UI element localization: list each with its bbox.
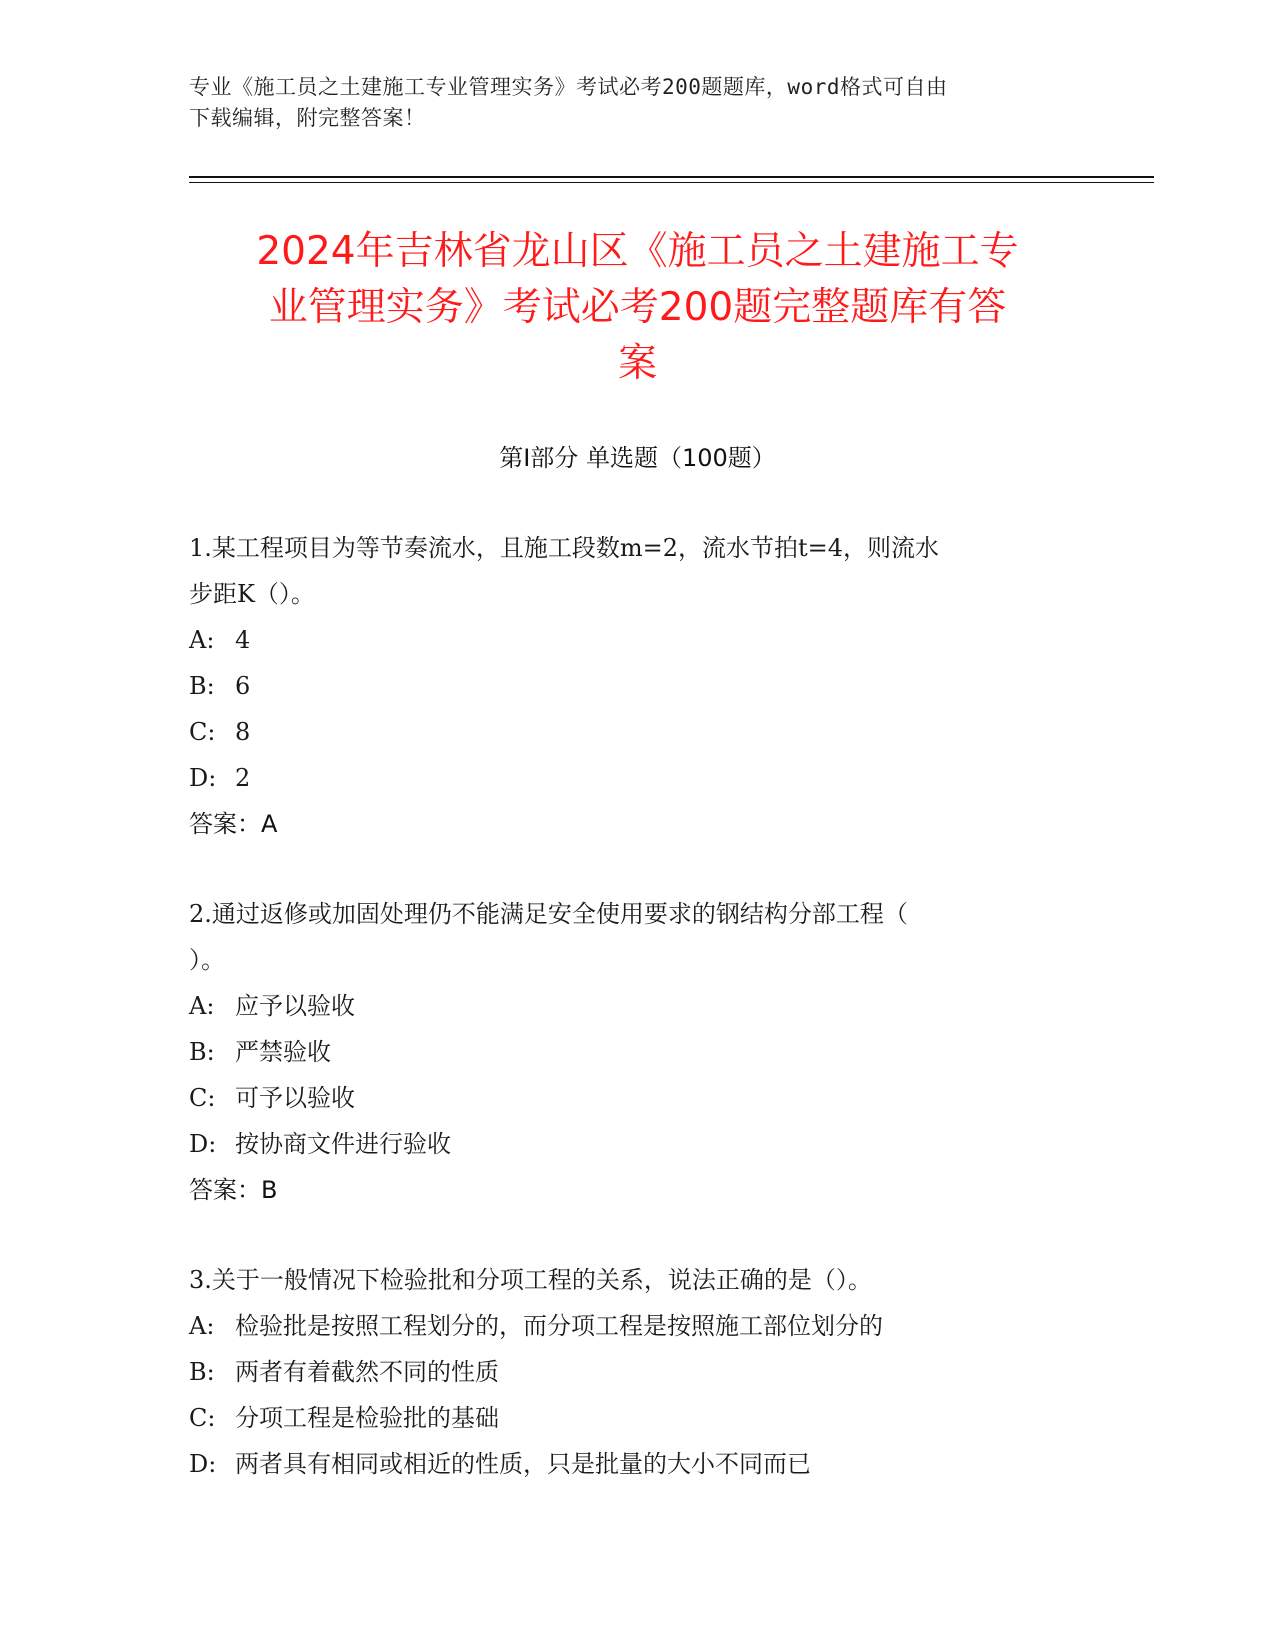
header-note-line: 专业《施工员之土建施工专业管理实务》考试必考200题题库，word格式可自由	[189, 75, 948, 99]
option-text: 检验批是按照工程划分的，而分项工程是按照施工部位划分的	[235, 1312, 883, 1340]
option-label: C:	[189, 718, 216, 746]
option-label: A:	[189, 626, 215, 654]
question-option	[189, 983, 1069, 1029]
header-divider-thick	[189, 176, 1154, 178]
section-heading: 第Ⅰ部分 单选题（100题）	[499, 444, 776, 472]
option-text: 可予以验收	[235, 1084, 355, 1112]
header-divider-thin	[189, 182, 1154, 183]
option-label: C:	[189, 1084, 216, 1112]
question-option	[189, 1121, 1069, 1167]
header-note-line: 下载编辑，附完整答案！	[189, 106, 426, 130]
option-text: 4	[235, 626, 251, 654]
question-answer: 答案：A	[189, 810, 278, 838]
option-text: 应予以验收	[235, 992, 355, 1020]
question-item	[189, 891, 1069, 1213]
question-option	[189, 663, 1069, 709]
question-option	[189, 1075, 1069, 1121]
option-text: 2	[235, 764, 251, 792]
option-label: D:	[189, 1130, 217, 1158]
option-text: 按协商文件进行验收	[235, 1130, 451, 1158]
question-answer: 答案：B	[189, 1176, 278, 1204]
question-option	[189, 1395, 1069, 1441]
option-label: B:	[189, 1038, 215, 1066]
option-text: 严禁验收	[235, 1038, 331, 1066]
question-list	[189, 525, 1069, 1487]
question-item	[189, 1257, 1069, 1487]
option-label: A:	[189, 992, 215, 1020]
title-line: 2024年吉林省龙山区《施工员之土建施工专	[256, 229, 1019, 274]
option-text: 分项工程是检验批的基础	[235, 1404, 499, 1432]
question-option	[189, 1441, 1069, 1487]
header-note	[189, 72, 1089, 134]
question-stem: ）。	[189, 946, 225, 974]
question-option	[189, 1029, 1069, 1075]
question-option	[189, 755, 1069, 801]
question-stem: 3.关于一般情况下检验批和分项工程的关系，说法正确的是（）。	[189, 1266, 872, 1294]
question-option	[189, 1349, 1069, 1395]
option-text: 两者具有相同或相近的性质，只是批量的大小不同而已	[235, 1450, 811, 1478]
question-item	[189, 525, 1069, 847]
question-stem: 2.通过返修或加固处理仍不能满足安全使用要求的钢结构分部工程（	[189, 900, 908, 928]
document-title	[160, 224, 1115, 392]
option-text: 8	[235, 718, 251, 746]
option-label: D:	[189, 764, 217, 792]
option-text: 6	[235, 672, 251, 700]
option-label: D:	[189, 1450, 217, 1478]
title-line: 案	[617, 341, 657, 386]
question-option	[189, 709, 1069, 755]
title-line: 业管理实务》考试必考200题完整题库有答	[268, 285, 1007, 330]
option-text: 两者有着截然不同的性质	[235, 1358, 499, 1386]
question-stem: 1.某工程项目为等节奏流水，且施工段数m=2，流水节拍t=4，则流水	[189, 534, 940, 562]
option-label: B:	[189, 672, 215, 700]
option-label: B:	[189, 1358, 215, 1386]
question-option	[189, 1303, 1069, 1349]
option-label: A:	[189, 1312, 215, 1340]
option-label: C:	[189, 1404, 216, 1432]
question-stem: 步距K（）。	[189, 580, 315, 608]
question-option	[189, 617, 1069, 663]
